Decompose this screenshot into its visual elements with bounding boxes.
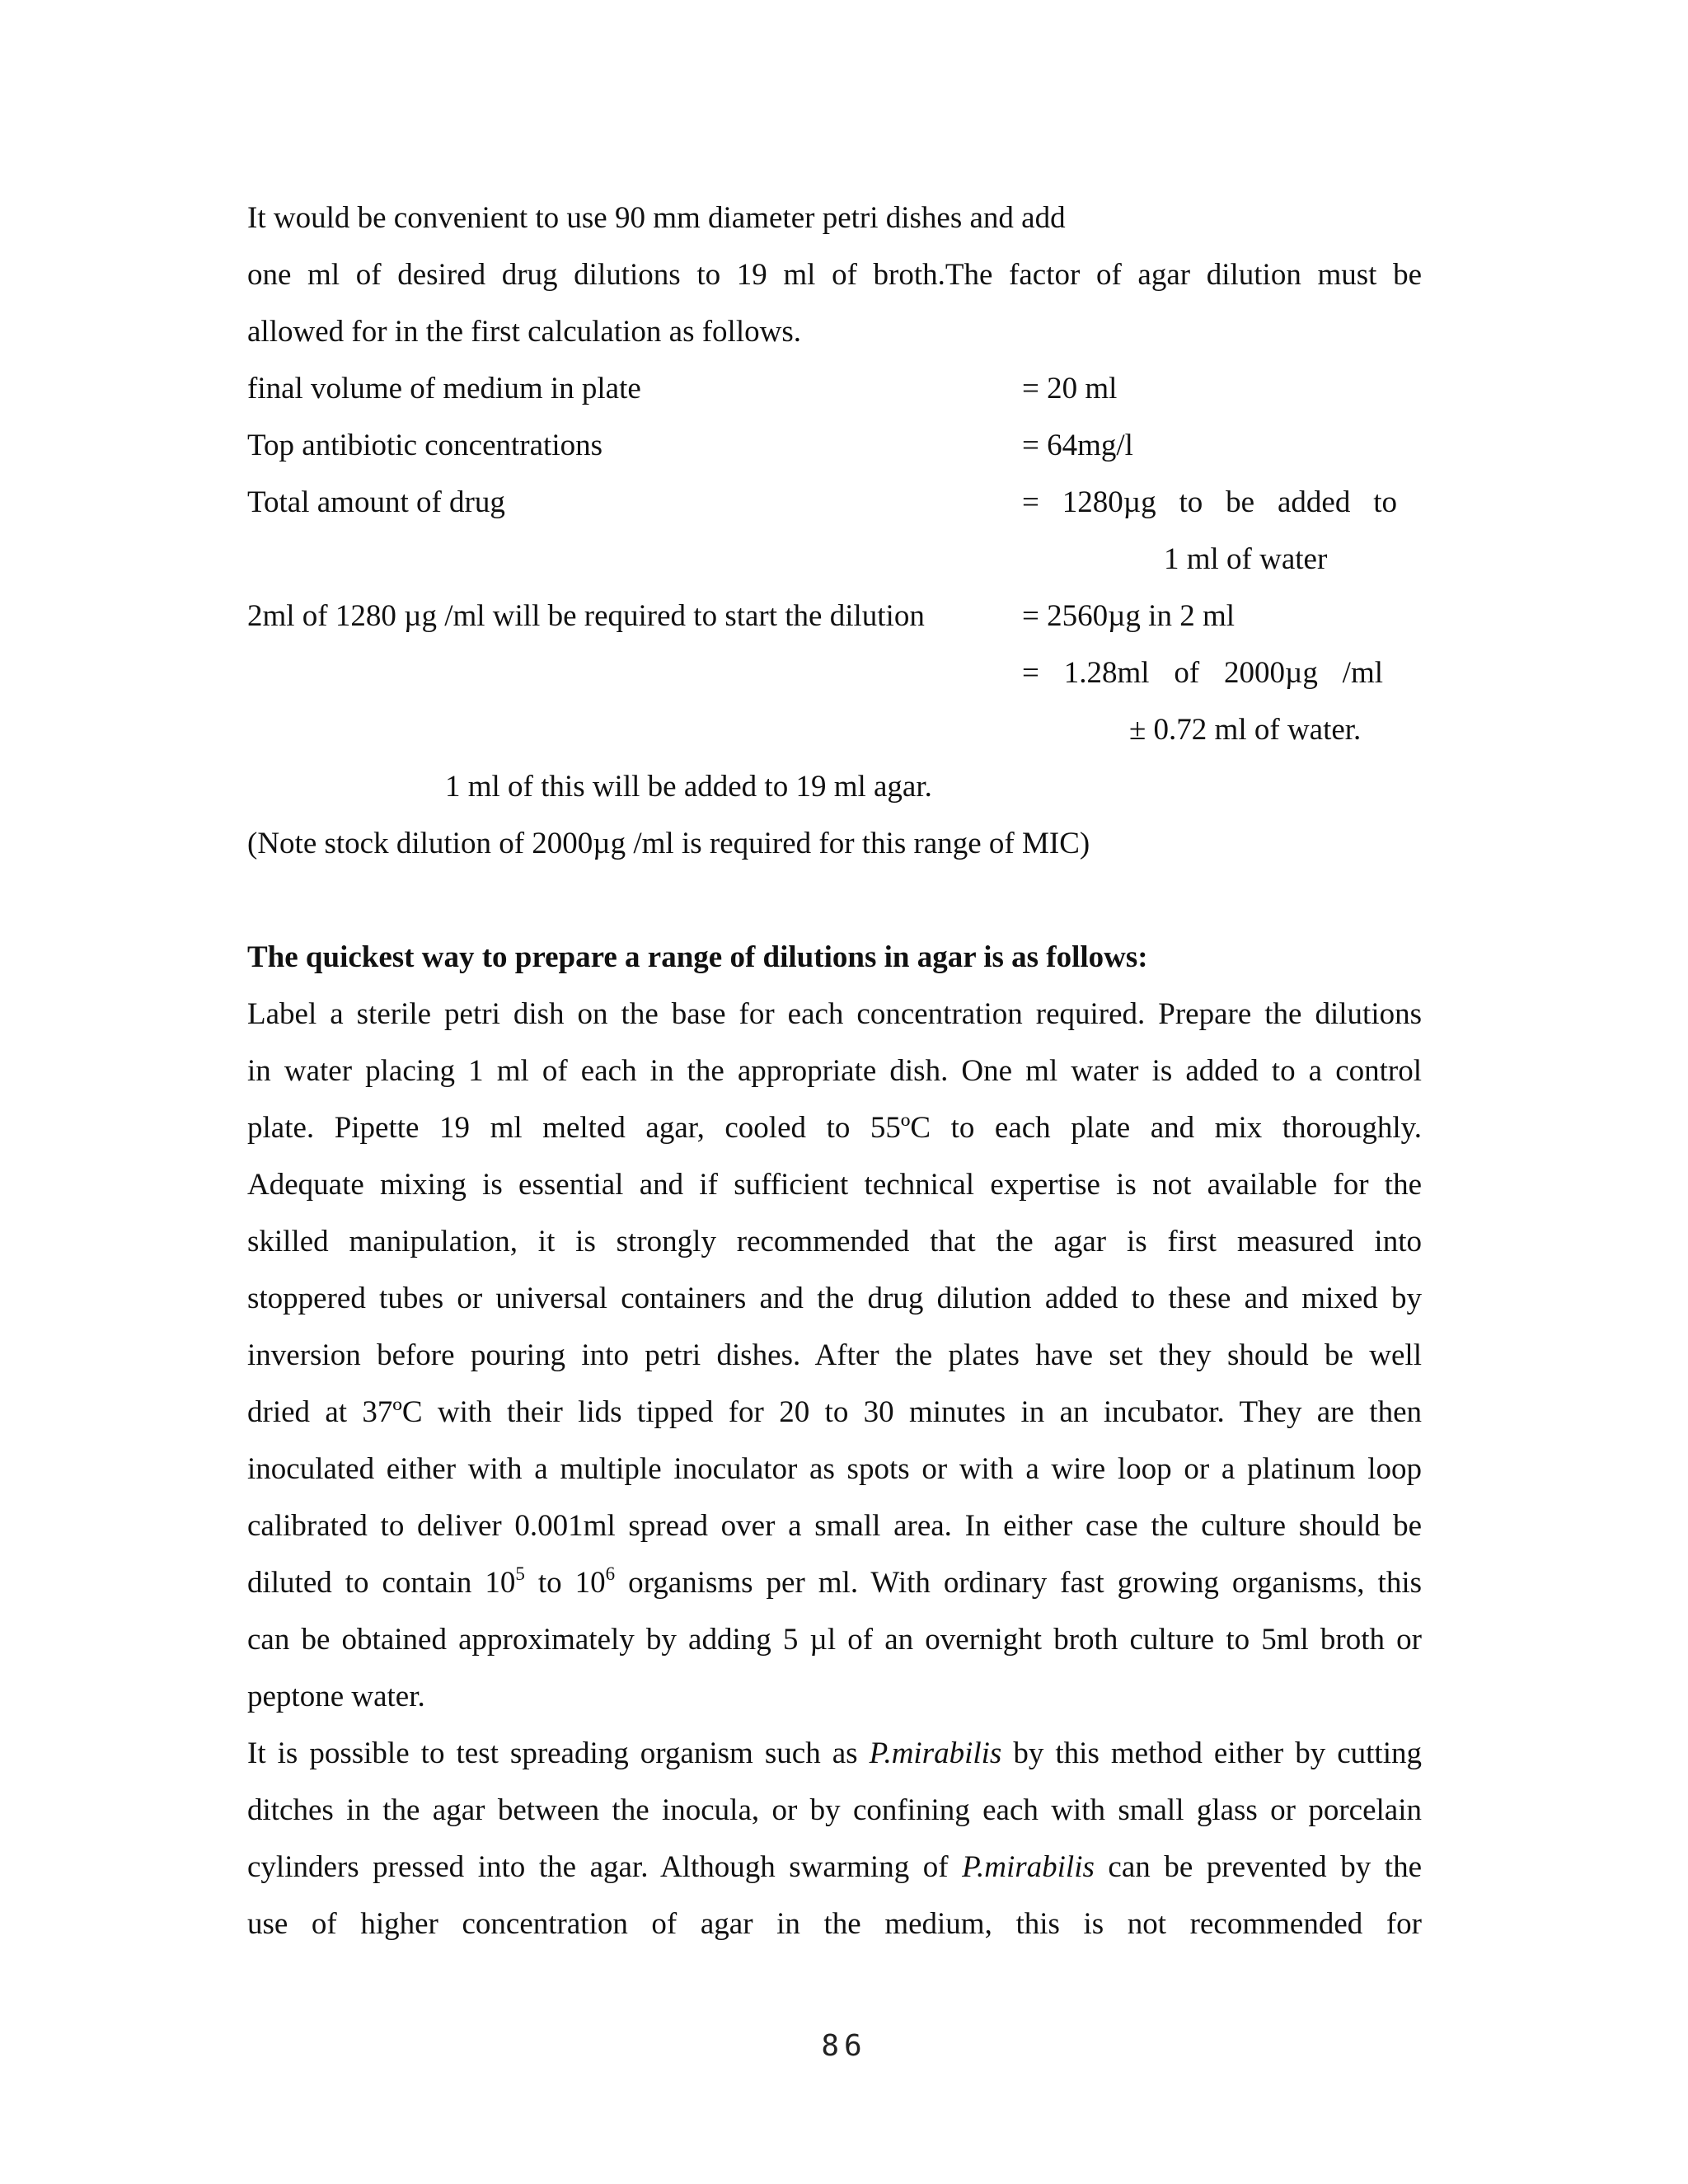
organism-name: P.mirabilis — [962, 1850, 1095, 1884]
page-body — [247, 190, 1422, 1952]
calc-label: Total amount of drug — [247, 485, 505, 519]
intro-line-3: allowed for in the first calculation as follows. — [247, 315, 801, 349]
superscript: 5 — [515, 1563, 525, 1585]
text-fragment: to 10 — [524, 1566, 606, 1600]
paragraph-line: ditches in the agar between the inocula, or by confining each with small glass or porcelain — [247, 1793, 1422, 1827]
calc-row-start-dilution — [247, 588, 1422, 644]
paragraph-line: skilled manipulation, it is strongly recommended that the agar is first measured into — [247, 1225, 1422, 1258]
calc-row-total-drug — [247, 474, 1422, 531]
calc-agar-addition: 1 ml of this will be added to 19 ml agar. — [445, 770, 932, 804]
paragraph-line: inversion before pouring into petri dishes. After the plates have set they should be well — [247, 1338, 1422, 1372]
paragraph-line-with-superscripts — [247, 1554, 1422, 1611]
calc-value: = 64mg/l — [1022, 429, 1133, 462]
calc-label: final volume of medium in plate — [247, 372, 641, 405]
paragraph-method — [247, 986, 1422, 1725]
page-number: 86 — [821, 2029, 867, 2063]
calc-row-final-volume — [247, 360, 1422, 417]
calc-note: (Note stock dilution of 2000µg /ml is required for this range of MIC) — [247, 827, 1090, 860]
paragraph-line: inoculated either with a multiple inoculator as spots or with a wire loop or a platinum loop — [247, 1452, 1422, 1486]
paragraph-line: dried at 37ºC with their lids tipped for 20 to 30 minutes in an incubator. They are then — [247, 1395, 1422, 1429]
organism-name: P.mirabilis — [869, 1736, 1002, 1770]
text-fragment: cylinders pressed into the agar. Although swarming of — [247, 1850, 963, 1884]
calc-row-top-concentration — [247, 417, 1422, 474]
paragraph-line: Adequate mixing is essential and if sufficient technical expertise is not available for the — [247, 1168, 1422, 1202]
text-fragment: organisms per ml. With ordinary fast growing organisms, this — [615, 1566, 1422, 1600]
paragraph-line-with-italic — [247, 1725, 1422, 1782]
calc-value: = 1280µg to be added to — [1022, 485, 1397, 519]
section-heading: The quickest way to prepare a range of dilutions in agar is as follows: — [247, 940, 1148, 974]
calc-row-stock-volume — [247, 644, 1422, 701]
text-fragment: can be prevented by the — [1094, 1850, 1422, 1884]
calc-water-volume: ± 0.72 ml of water. — [1129, 713, 1362, 747]
paragraph-spreading-organisms — [247, 1725, 1422, 1952]
paragraph-line: stoppered tubes or universal containers and the drug dilution added to these and mixed by — [247, 1282, 1422, 1315]
calc-value: = 1.28ml of 2000µg /ml — [1022, 656, 1383, 690]
superscript: 6 — [605, 1563, 616, 1585]
paragraph-line-with-italic — [247, 1839, 1422, 1896]
calc-label: Top antibiotic concentrations — [247, 429, 603, 462]
paragraph-line: peptone water. — [247, 1680, 425, 1713]
calc-value: = 20 ml — [1022, 372, 1118, 405]
intro-line-1: It would be convenient to use 90 mm diameter petri dishes and add — [247, 201, 1066, 235]
paragraph-line: calibrated to deliver 0.001ml spread over a small area. In either case the culture should be — [247, 1509, 1422, 1543]
text-fragment: diluted to contain 10 — [247, 1566, 516, 1600]
calc-continuation: 1 ml of water — [1164, 542, 1328, 576]
paragraph-line: Label a sterile petri dish on the base for each concentration required. Prepare the dilutions — [247, 997, 1422, 1031]
calc-value: = 2560µg in 2 ml — [1022, 599, 1236, 633]
text-fragment: by this method either by cutting — [1001, 1736, 1422, 1770]
paragraph-line: in water placing 1 ml of each in the appropriate dish. One ml water is added to a control — [247, 1054, 1422, 1088]
intro-line-2: one ml of desired drug dilutions to 19 ml of broth.The factor of agar dilution must be — [247, 258, 1422, 292]
calc-label: 2ml of 1280 µg /ml will be required to start the dilution — [247, 599, 925, 633]
text-fragment: It is possible to test spreading organism such as — [247, 1736, 870, 1770]
paragraph-line: use of higher concentration of agar in the medium, this is not recommended for — [247, 1907, 1422, 1941]
paragraph-line: plate. Pipette 19 ml melted agar, cooled to 55ºC to each plate and mix thoroughly. — [247, 1111, 1422, 1145]
section-spacer — [247, 872, 1422, 929]
paragraph-line: can be obtained approximately by adding 5 µl of an overnight broth culture to 5ml broth or — [247, 1623, 1422, 1657]
